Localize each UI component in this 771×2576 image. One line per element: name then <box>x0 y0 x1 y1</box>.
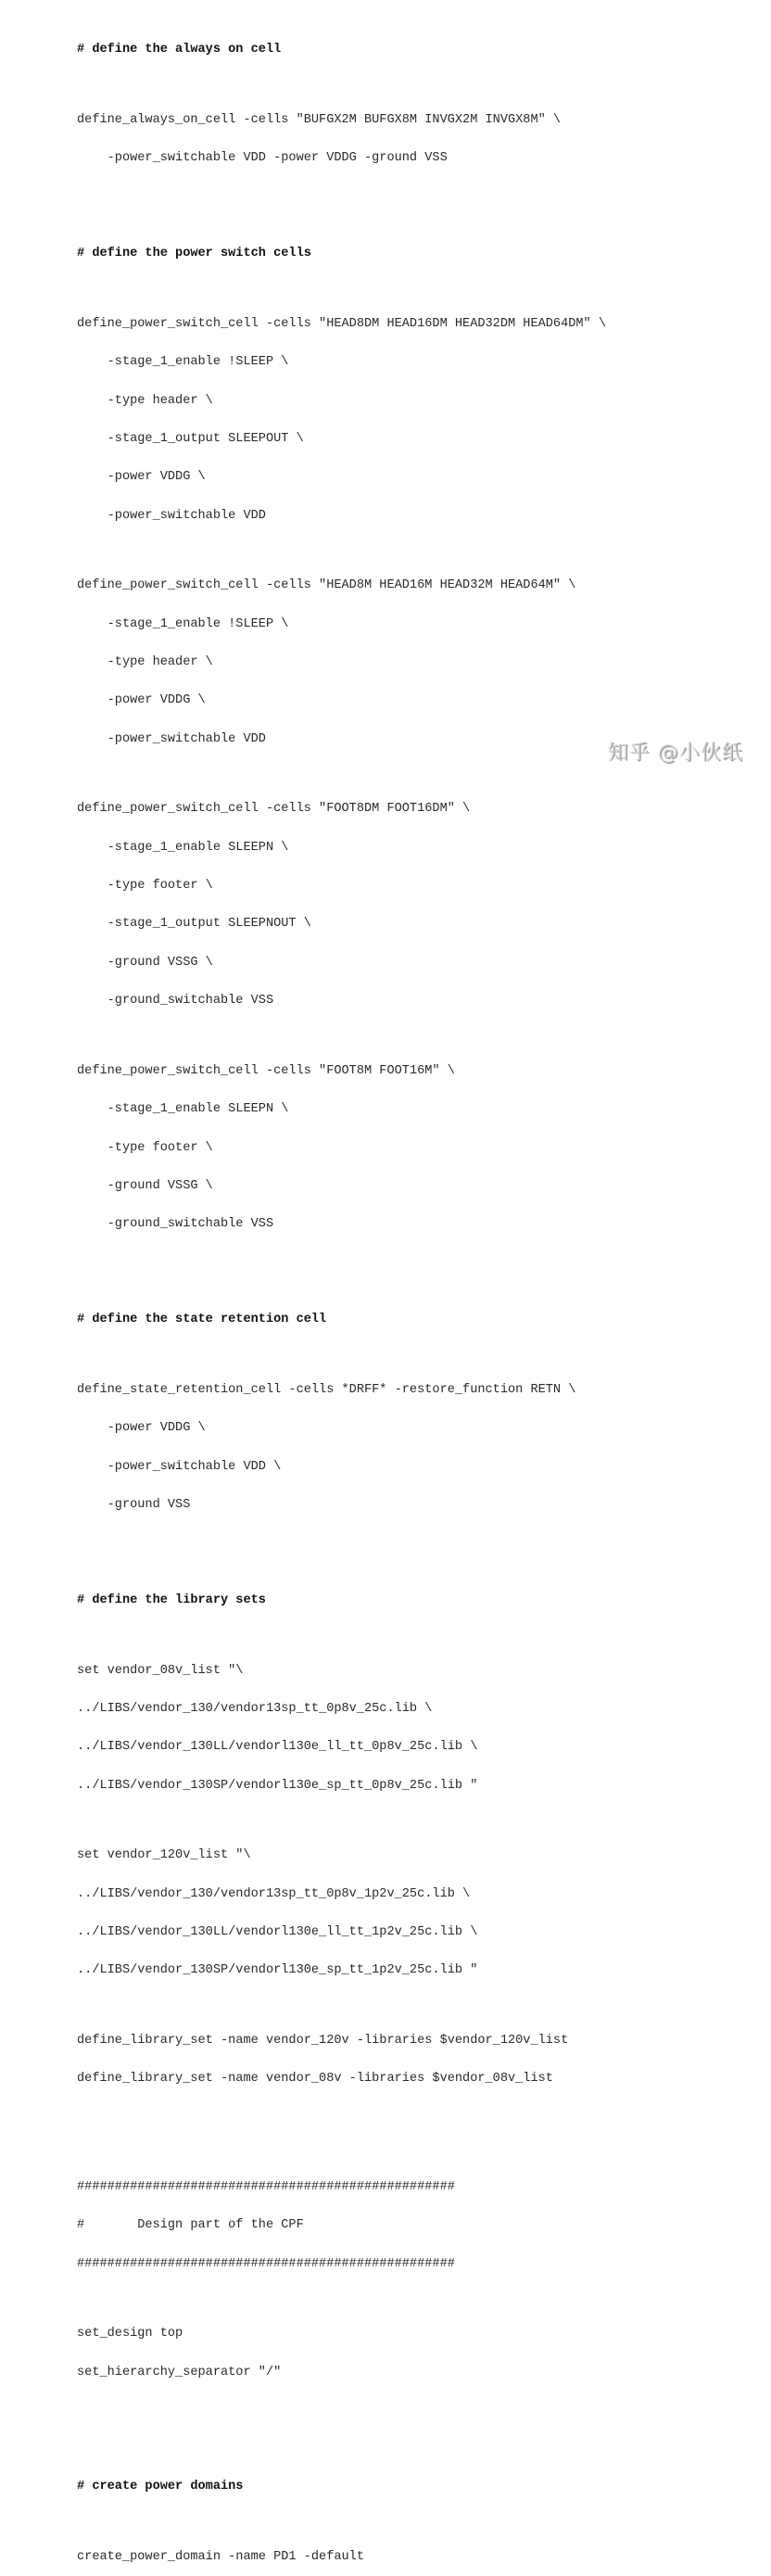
code-line: -type footer \ <box>77 1140 213 1155</box>
code-line: -power VDDG \ <box>77 693 206 708</box>
code-line: -power VDDG \ <box>77 1421 206 1436</box>
code-line: define_always_on_cell -cells "BUFGX2M BUFGX8M INVGX2M INVGX8M" \ <box>77 112 562 127</box>
code-line: define_state_retention_cell -cells *DRFF* -restore_function RETN \ <box>77 1382 576 1397</box>
code-line: define_power_switch_cell -cells "HEAD8M HEAD16M HEAD32M HEAD64M" \ <box>77 578 576 593</box>
code-line: ../LIBS/vendor_130LL/vendorl130e_ll_tt_1p2v_25c.lib \ <box>77 1925 478 1940</box>
code-line: -ground VSSG \ <box>77 955 213 970</box>
code-line: -stage_1_output SLEEPOUT \ <box>77 432 304 446</box>
code-line: -stage_1_enable !SLEEP \ <box>77 355 289 370</box>
code-line: -stage_1_output SLEEPNOUT \ <box>77 917 311 932</box>
code-line: -stage_1_enable SLEEPN \ <box>77 840 289 855</box>
code-line: define_power_switch_cell -cells "FOOT8DM FOOT16DM" \ <box>77 802 471 817</box>
code-line: -power_switchable VDD -power VDDG -ground VSS <box>77 151 448 166</box>
code-line: define_power_switch_cell -cells "HEAD8DM HEAD16DM HEAD32DM HEAD64DM" \ <box>77 316 607 331</box>
code-line: -ground_switchable VSS <box>77 994 274 1009</box>
code-line: -type header \ <box>77 393 213 408</box>
code-line: -ground_switchable VSS <box>77 1217 274 1232</box>
code-line: define_library_set -name vendor_120v -libraries $vendor_120v_list <box>77 2033 569 2048</box>
code-line: -power VDDG \ <box>77 470 206 485</box>
code-line: ../LIBS/vendor_130LL/vendorl130e_ll_tt_0p8v_25c.lib \ <box>77 1740 478 1755</box>
code-line: create_power_domain -name PD1 -default <box>77 2549 364 2564</box>
banner-line: ################################################## <box>77 2256 455 2271</box>
code-line: ../LIBS/vendor_130SP/vendorl130e_sp_tt_1p2v_25c.lib " <box>77 1963 478 1978</box>
code-line: -type footer \ <box>77 879 213 894</box>
code-line: set vendor_08v_list "\ <box>77 1663 244 1678</box>
code-line: -stage_1_enable !SLEEP \ <box>77 616 289 631</box>
banner-title: # Design part of the CPF <box>77 2218 304 2233</box>
code-line: define_library_set -name vendor_08v -libraries $vendor_08v_list <box>77 2072 553 2087</box>
comment-power-switch: # define the power switch cells <box>77 247 311 261</box>
code-line: -stage_1_enable SLEEPN \ <box>77 1102 289 1117</box>
code-line: ../LIBS/vendor_130SP/vendorl130e_sp_tt_0p8v_25c.lib " <box>77 1778 478 1793</box>
code-line: ../LIBS/vendor_130/vendor13sp_tt_0p8v_25c.lib \ <box>77 1702 433 1716</box>
code-line: -ground VSSG \ <box>77 1178 213 1193</box>
code-line: -type header \ <box>77 655 213 670</box>
code-line: ../LIBS/vendor_130/vendor13sp_tt_0p8v_1p2v_25c.lib \ <box>77 1886 471 1901</box>
comment-power-domains: # create power domains <box>77 2480 244 2494</box>
code-line: -power_switchable VDD \ <box>77 1459 282 1474</box>
code-line: set_design top <box>77 2327 183 2341</box>
code-line: set_hierarchy_separator "/" <box>77 2365 282 2379</box>
code-line: -power_switchable VDD <box>77 731 266 746</box>
code-line: set vendor_120v_list "\ <box>77 1848 251 1863</box>
comment-library-sets: # define the library sets <box>77 1593 266 1608</box>
code-line: -power_switchable VDD <box>77 508 266 523</box>
code-line: -ground VSS <box>77 1498 191 1513</box>
watermark: 知乎 @小伙纸 <box>608 742 743 765</box>
code-line: define_power_switch_cell -cells "FOOT8M FOOT16M" \ <box>77 1063 455 1078</box>
banner-line: ################################################## <box>77 2179 455 2194</box>
comment-always-on: # define the always on cell <box>77 43 282 57</box>
cpf-code-listing <box>77 6 606 2576</box>
comment-state-retention: # define the state retention cell <box>77 1313 327 1327</box>
